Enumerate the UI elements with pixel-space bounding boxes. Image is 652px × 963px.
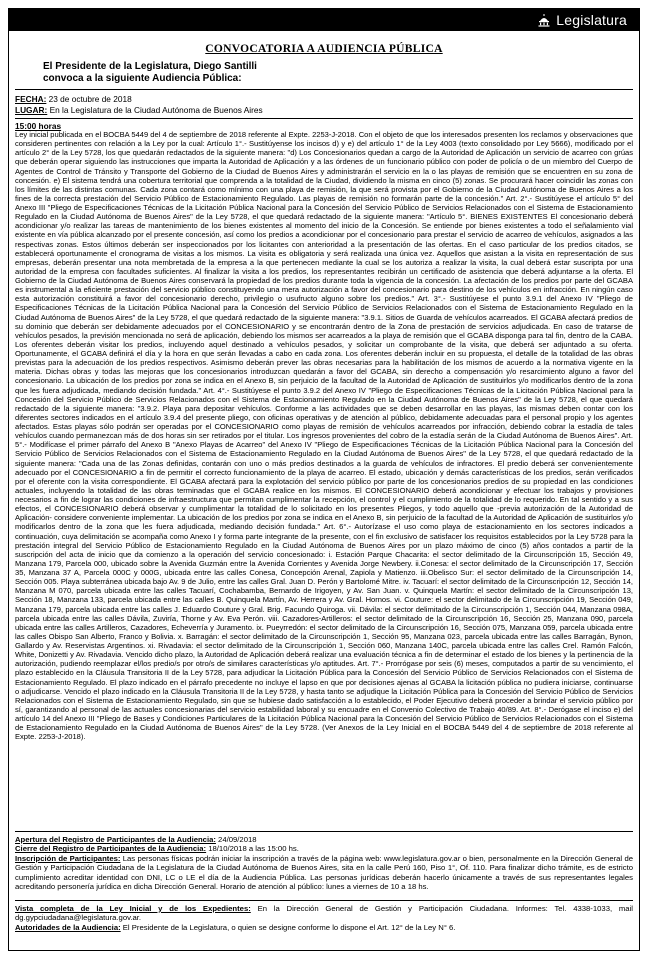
notice-title: CONVOCATORIA A AUDIENCIA PÚBLICA <box>205 43 443 55</box>
intro-line-1: El Presidente de la Legislatura, Diego Santilli <box>43 61 257 72</box>
apertura-value: 24/09/2018 <box>215 835 257 844</box>
divider-footer <box>15 900 633 901</box>
lugar-value: En la Legislatura de la Ciudad Autónoma de Buenos Aires <box>47 105 263 115</box>
vista-line <box>15 904 633 923</box>
lugar-line <box>15 105 633 115</box>
header-bar <box>9 9 639 31</box>
divider-bottom <box>15 831 633 832</box>
lugar-label: LUGAR: <box>15 105 48 115</box>
apertura-line <box>15 835 633 844</box>
divider-top <box>15 89 633 90</box>
legislatura-logo <box>537 12 627 28</box>
cierre-line <box>15 844 633 853</box>
inscripcion-label: Inscripción de Participantes: <box>15 853 121 863</box>
fecha-line <box>15 94 633 104</box>
vista-label: Vista completa de la Ley Inicial y de los Expedientes: <box>15 904 251 913</box>
notice-frame <box>8 8 640 951</box>
inscripcion-value: Las personas físicas podrán iniciar la inscripción a través de la página web: www.legislatura.gov.ar o bien, personalmente en la Dirección General de Gestión y Participación Ciudadana de la Legislatura de la Ciudad Autónoma de Buenos Aires, sita en la calle Perú 160, Piso 1°, Of. 110. Para finalizar dicho trámite, es de estricto cumplimiento acreditar identidad con DNI, LC o LE el día de la Audiencia Pública. Las personas jurídicas deberán hacerlo únicamente a través de sus representantes legales acreditando personería jurídica en dicha Dirección General. Horario de atención al público: lunes a viernes de 10 a 18 hs. <box>15 853 633 892</box>
vista-value: En la Dirección General de Gestión y Participación Ciudadana. Informes: Tel. 4338-1033, mail dg.gypciudadana@legislatura.gov.ar. <box>15 904 634 923</box>
legislature-dome-icon <box>537 13 551 27</box>
vista-section <box>15 904 633 932</box>
apertura-label: Apertura del Registro de Participantes de la Audiencia: <box>15 835 216 844</box>
divider-middle <box>15 118 633 119</box>
autoridades-label: Autoridades de la Audiencia: <box>15 922 121 932</box>
fecha-label: FECHA: <box>15 94 47 104</box>
logo-text: Legislatura <box>556 12 627 28</box>
cierre-value: 18/10/2018 a las 15:00 hs. <box>206 844 299 854</box>
autoridades-line <box>15 923 633 932</box>
fecha-value: 23 de octubre de 2018 <box>46 94 132 104</box>
autoridades-value: El Presidente de la Legislatura, o quien se designe conforme lo dispone el Art. 12° de la Ley N° 6. <box>120 922 456 932</box>
intro-line-2: convoca a la siguiente Audiencia Pública: <box>43 73 242 84</box>
cierre-label: Cierre del Registro de Participantes de la Audiencia: <box>15 844 207 854</box>
intro-block <box>43 61 257 85</box>
inscripcion-line <box>15 854 633 892</box>
hora-label: 15:00 horas <box>15 121 62 131</box>
registro-section <box>15 835 633 891</box>
law-body-text: Ley inicial publicada en el BOCBA 5449 del 4 de septiembre de 2018 referente al Expte. 2253-J-2018. Con el objeto de que los interesados presenten los reclamos y observaciones que consideren pertinentes con relación a la Ley por la cual: Artículo 1°.- Sustitúyense los incisos d) y e) del artículo 1° de la Ley 4003 (texto consolidado por Ley 5666), modificado por el artículo 2° de la Ley 5728, los que quedarán redactados de la siguiente manera: "d) Los Concesionarios quedan a cargo de la Autoridad de Aplicación un servicio de acarreo con grúas que deberán operar siguiendo las instrucciones que imparta la Autoridad de Aplicación y a las órdenes de un funcionario público con poder de policía o de un miembro del Cuerpo de Agentes de Control de Tránsito y Transporte del Gobierno de la Ciudad de Buenos Aires y administrarán el servicio en la o las playas de remisión que se encuentren en su zona de concesión. e) El sistema tendrá una cobertura territorial que comprenda a la totalidad de la Ciudad, dividiendo la misma en cinco (5) zonas. Se procurará hacer coincidir las zonas con los límites de las distintas comunas. Cada zona contará como mínimo con una playa de remisión, la que será provista por el Gobierno de la Ciudad Autónoma de Buenos Aires a los fines de la correcta prestación del Servicio Público de Estacionamiento Regulado. Las playas de remisión no formarán parte de la concesión." Art. 2°.- Sustitúyese el artículo 5° del Anexo III "Pliego de Especificaciones Técnicas de la Licitación Pública Nacional para la Concesión del Servicio Público de Servicios Relacionados con el Sistema de Estacionamiento Regulado en la Ciudad Autónoma de Buenos Aires" de la Ley 5728, el que quedará redactado de la siguiente manera: "Artículo 5°. BIENES EXISTENTES El concesionario deberá acondicionar y/o realizar las tareas de mantenimiento de los bienes existentes al momento del inicio de la Concesión. Se entiende por bienes existentes a todo el señalamiento vial existente en vía pública alcanzado por el presente concesión, así como los predios a acondicionar por el concesionario para prestar el servicio de acarreo de vehículos, asignados a las respectivas zonas. Estos últimos deberán ser inspeccionados por los licitantes con anterioridad a la presentación de las ofertas. En el caso particular de los predios citados, se establecerá oportunamente el cronograma de visitas a los mismos. La visita es obligatoria y será realizada una única vez. Aquellos que asistan a la visita en representación de sus empresas, deberán presentar una nota membretada de la empresa a la que pertenecen mediante la cual se los autoriza a realizar la visita, la cual deberá estar suscripta por una autoridad de la empresa con facultades suficientes. Al finalizar la visita a los predios, los representantes recibirán un certificado de asistencia que deberá adjuntarse a la oferta. El Gobierno de la Ciudad Autónoma de Buenos Aires conservará la propiedad de los predios durante toda la vigencia de la concesión. La afectación de los predios por parte del GCABA es instrumental a la eficiente prestación del servicio público constituyendo una mera autorización a favor del concesionario para destino de los vehículos en infracción. En ningún caso esta autorización constituirá a favor del concesionario derecho, privilegio o usufructo alguno sobre los predios." Art. 3°.- Sustitúyese el punto 3.9.1 del Anexo IV "Pliego de Especificaciones Técnicas de la Licitación Pública Nacional para la Concesión del Servicio Público de Servicios Relacionados con el Sistema de Estacionamiento Regulado en la Ciudad Autónoma de Buenos Aires" de la Ley 5728, el que quedará redactado de la siguiente manera: "3.9.1. Sitios de Guarda de vehículos acarreados. El GCABA afectará predios de su dominio que deberán ser debidamente adecuados por el CONCESIONARIO y se encontrarán dentro de la Zona de prestación de servicios adjudicada. En caso de tratarse de vehículos pesados, la previsión mencionada no será de aplicación, debiendo los mismos ser acarreados a la playa de remisión que el GCABA disponga para tal fin, dentro de la CABA. Los oferentes deberán visitar los predios, incluyendo aquel destinado a vehículos pesados, y solicitar un comprobante de la visita, que deberá ser adjuntado a su oferta. Oportunamente, el GCABA definirá el día y la hora en que serán llevadas a cabo en cada zona. Los oferentes deberán incluir en su propuesta, el detalle de la totalidad de las obras previstas para la adecuación de los predios respectivos. Asimismo deberán prever las obras necesarias para la habilitación de los mismos de acuerdo a la normativa vigente en la materia. Dichas obras y todas las mejoras que los concesionarios introduzcan quedarán a favor del GCABA, sin derecho a compensación y/o resarcimiento alguno a favor del concesionario. La ubicación de los predios por zona se indica en el Anexo B, sin perjuicio de la facultad de la Autoridad de Aplicación de sustituirlos y/o modificarlos dentro de la zona que les fuera adjudicada, mediando decisión fundada." Art. 4°.- Sustitúyese el punto 3.9.2 del Anexo IV "Pliego de Especificaciones Técnicas de la Licitación Pública Nacional para la Concesión del Servicio Público de Servicios Relacionados con el Sistema de Estacionamiento Regulado en la Ciudad Autónoma de Buenos Aires" de la Ley 5728, el que quedará redactado de la siguiente manera: "3.9.2. Playa para depositar vehículos. Conforme a las actividades que se deben desarrollar en las playas, las mismas deben contar con los diferentes sectores indicados en el artículo 3.9.4 del presente pliego, con oficinas operativas y de atención al público, debidamente adecuadas para el personal propio y los agentes afectados. Estas playas sólo podrán ser operadas por el CONCESIONARIO como playas de remisión de vehículos acarreados por infracción, debiendo cobrar la estadía de tales vehículos cuando permanezcan más de dos horas sin ser retirados por el titular. Los ingresos provenientes del cobro de la estadía serán de la Ciudad Autónoma de Buenos Aires". Art. 5°.- Modifícase el primer párrafo del Anexo B "Anexo Playas de Acarreo" del Anexo IV "Pliego de Especificaciones Técnicas de la Licitación Pública Nacional para la Concesión del Servicio Público de Servicios Relacionados con el Sistema de Estacionamiento Regulado en la Ciudad Autónoma de Buenos Aires" de la Ley 5728, el que quedará redactado de la siguiente manera: "Cada una de las Zonas definidas, contarán con uno o más predios destinados a la guarda de vehículos de infractores. El predio deberá ser convenientemente adecuado por el CONCESIONARIO a fin de permitir el correcto funcionamiento de la playa de acarreo. El estado, ubicación y demás características de los predios, serán verificados por el oferente con la visita correspondiente. El GCABA afectará para la explotación del servicio público por parte de los concesionarios predios de su propiedad en las condiciones actuales, incluyendo la totalidad de las obras terminadas que el GCABA realice en los mismos. El CONCESIONARIO deberá acondicionar y efectuar los trabajos y provisiones necesarios a fin de lograr las condiciones de infraestructura que permitan cumplimentar la recepción, el control y el cumplimiento de la totalidad de lo requerido. En tal sentido y a sus efectos, el CONCESIONARIO deberá observar y cumplimentar la totalidad de lo solicitado en los presentes Pliegos, y todo aquello que -previa autorización de la Autoridad de Aplicación- considere conveniente implementar. La ubicación de los predios por zona se indica en el Anexo B, sin perjuicio de la facultad de la Autoridad de Aplicación de sustituirlos y/o modificarlos dentro de la zona que les fuera adjudicada, mediando decisión fundada." Art. 6°.- Autorízase el uso como playa de estacionamiento en los sectores indicados a continuación, cuya delimitación se acompaña como Anexo I y forma parte integrante de la presente, con el fin exclusivo de satisfacer los requisitos establecidos por la Ley 5728 para la prestación integral del Servicio Público de Estacionamiento Regulado en la Ciudad Autónoma de Buenos Aires por un plazo máximo de cinco (5) años contados a partir de la suscripción del acta de inicio que da comienzo a la operación del servicio concesionado: i. Estación Parque Chacarita: el sector delimitado de la Circunscripción 15, Sección 49, Manzana 179, Parcela 000, ubicado sobre la Avenida Guzmán entre la Avenida Corrientes y Avenida Jorge Newbery. ii.Conesa: el sector delimitado de la Circunscripción 17, Sección 35, Manzana 37 A, Parcela 000C y 000G, ubicada entre las calles Conesa, Concepción Arenal, Zapiola y Matienzo. iii.Obelisco Sur: el sector delimitado de la Circunscripción 14, Sección 005. Playa subterránea ubicada bajo Av. 9 de Julio, entre las calles Gral. Juan D. Perón y Bartolomé Mitre. iv. Tacuarí: el sector delimitado de la Circunscripción 12, Sección 14, Manzana M 070, parcela ubicada entre las calles Tacuarí, Cochabamba, Bernardo de Irigoyen, y Av. San Juan. v. Quinquela Martín: el sector delimitado de la Circunscripción 13, Sección 18, Manzana 133, parcela ubicada entre las calles B. Quinquela Martín, Av. Herrera y Av. Gral. Hornos. vi. Couture: el sector delimitado de la Circunscripción 19, Sección 049, Manzana 179, parcela ubicada entre las calles J. Eduardo Couture y Gral. Brig. Facundo Quiroga. vii. Dávila: el sector delimitado de la Circunscripción 1, Sección 044, Manzana 098A, parcela ubicada entre las calles Dávila, Zuviría, Thorne y Av. Eva Perón. viii. Cazadores-Artilleros: el sector delimitado de la Circunscripción 16, Sección 25, Manzana 090, parcela ubicada entre las calles Artilleros, Cazadores, Echeverría y Juramento. ix. Pueyrredón: el sector delimitado de la Circunscripción 16, Sección 075, Manzana 059, parcela ubicada entre las calles Obispo San Alberto, Franco y Bolivia. x. Barragán: el sector delimitado de la Circunscripción 1, Sección 95, Manzana 023, parcela ubicada entre las calles Barragán, Bynon, Gallardo y Av. Reservistas Argentinos. xi. Rivadavia: el sector delimitado de la Circunscripción 1, Sección 060, Manzana 140C, parcela ubicada entre las calles Crel. Ramón Falcón, White, Donizetti y Av. Rivadavia. Vencido dicho plazo, la Autoridad de Aplicación deberá realizar una evaluación técnica a fin de determinar el estado de los bienes y la pertinencia de la autorización, pudiendo reemplazar el/los predio/s por otro/s de similares características y/o aptitudes. Art. 7°.- Prorrógase por seis (6) meses, computados a partir de su vencimiento, el plazo establecido en la Cláusula Transitoria II de la Ley 5728, para adjudicar la Licitación Pública para la Concesión del Servicio Público de Servicios Relacionados con el Sistema de Estacionamiento Regulado. El plazo indicado en el párrafo precedente no incluye el lapso en que por decisiones ajenas al GCABA la licitación pública no pudiera iniciarse, continuarse o adjudicarse. Vencido el plazo indicado en la Cláusula Transitoria II de la Ley 5728, y hasta tanto se adjudique la Licitación Pública para la Concesión del Servicio Público de Servicios Relacionados con el Sistema de Estacionamiento Regulado, sin que se hubiese dado satisfacción a lo establecido, el Poder Ejecutivo deberá proceder a brindar el servicio público por sí, garantizando al personal de las actuales concesionarias del servicio estabilidad laboral y su encuadre en el Convenio Colectivo de Trabajo 40/89. Art. 8°.- Derógase el inciso e) del artículo 14 del Anexo III "Pliego de Bases y Condiciones Particulares de la Licitación Pública Nacional para la Concesión del Servicio Público de Servicios Relacionados con el Sistema de Estacionamiento Regulado en la Ciudad Autónoma de Buenos Aires" de la Ley 5728. (Ver Anexos de la Ley Inicial en el BOCBA 5449 del 4 de septiembre de 2018 referente al Expte. 2253-J-2018). <box>15 130 633 742</box>
